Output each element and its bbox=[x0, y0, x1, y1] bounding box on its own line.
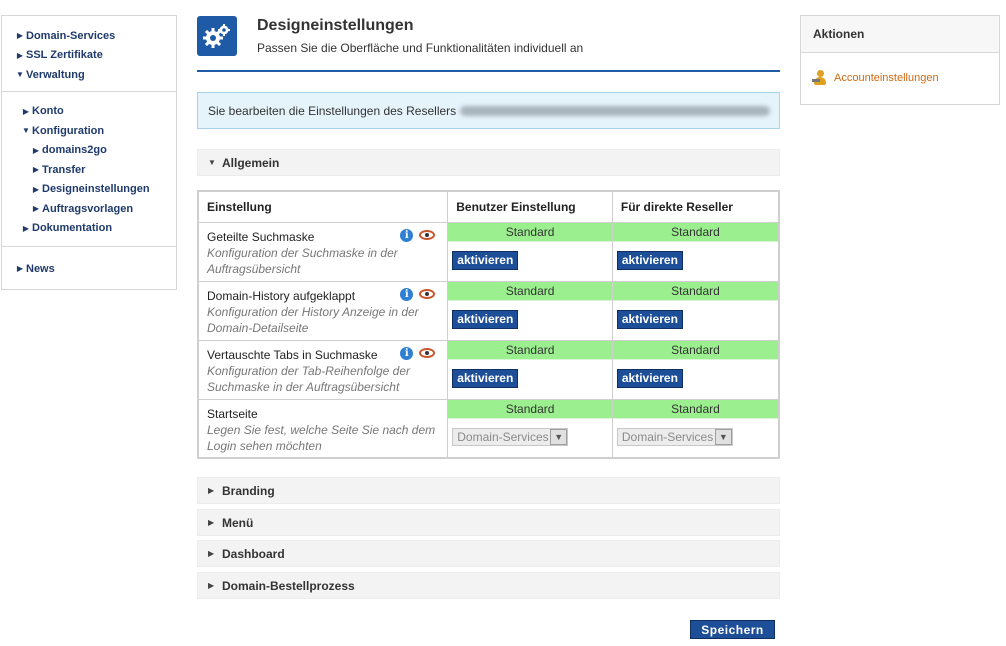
status-badge: Standard bbox=[613, 400, 778, 419]
section-allgemein[interactable] bbox=[197, 149, 780, 176]
chevron-right-icon: ▶ bbox=[22, 106, 30, 116]
nav-item-designeinstellungen[interactable] bbox=[2, 180, 176, 200]
section-label: Dashboard bbox=[222, 546, 285, 561]
status-badge: Standard bbox=[613, 223, 778, 242]
setting-name: Domain-History aufgeklappt bbox=[207, 288, 356, 303]
section-label: Domain-Bestellprozess bbox=[222, 578, 355, 593]
setting-description: Legen Sie fest, welche Seite Sie nach dem Login sehen möchten bbox=[207, 422, 436, 453]
chevron-right-icon: ▶ bbox=[208, 518, 215, 527]
table-row bbox=[198, 222, 779, 281]
table-header-row bbox=[198, 191, 779, 222]
column-header: Benutzer Einstellung bbox=[448, 191, 613, 222]
nav-section-verwaltung bbox=[2, 92, 176, 248]
status-badge: Standard bbox=[613, 341, 778, 360]
activate-button[interactable]: aktivieren bbox=[452, 310, 518, 329]
chevron-down-icon: ▼ bbox=[22, 126, 30, 136]
section-bestellprozess[interactable] bbox=[197, 572, 780, 599]
activate-button[interactable]: aktivieren bbox=[617, 251, 683, 270]
nav-item-konfiguration[interactable] bbox=[2, 121, 176, 141]
nav-item-label: Designeinstellungen bbox=[42, 183, 150, 196]
setting-description: Konfiguration der Tab-Reihenfolge der Suchmaske in der Auftragsübersicht bbox=[207, 363, 411, 394]
status-badge: Standard bbox=[448, 400, 612, 419]
nav-item-domains2go[interactable] bbox=[2, 141, 176, 161]
startpage-select[interactable] bbox=[452, 428, 568, 446]
user-setting-cell bbox=[448, 281, 613, 340]
section-menu[interactable] bbox=[197, 509, 780, 536]
chevron-right-icon: ▶ bbox=[32, 145, 40, 155]
setting-description: Konfiguration der History Anzeige in der Domain-Detailseite bbox=[207, 304, 419, 335]
info-banner bbox=[197, 92, 780, 129]
redacted-reseller-name bbox=[460, 106, 770, 116]
setting-cell bbox=[198, 399, 448, 458]
nav-item-label: Konto bbox=[32, 105, 64, 118]
gears-icon bbox=[197, 16, 237, 56]
chevron-right-icon: ▶ bbox=[208, 581, 215, 590]
reseller-setting-cell bbox=[612, 399, 779, 458]
nav-item-label: domains2go bbox=[42, 144, 107, 157]
setting-icons bbox=[400, 288, 435, 301]
user-setting-cell bbox=[448, 340, 613, 399]
nav-item-label: Konfiguration bbox=[32, 124, 105, 137]
setting-icons bbox=[400, 347, 435, 360]
chevron-right-icon: ▶ bbox=[32, 165, 40, 175]
eye-icon[interactable] bbox=[419, 289, 435, 299]
setting-name: Vertauschte Tabs in Suchmaske bbox=[207, 347, 378, 362]
reseller-setting-cell bbox=[612, 340, 779, 399]
chevron-down-icon: ▼ bbox=[208, 158, 216, 167]
nav-item-dokumentation[interactable] bbox=[2, 219, 176, 239]
setting-cell bbox=[198, 222, 448, 281]
startpage-select[interactable] bbox=[617, 428, 733, 446]
select-value: Domain-Services bbox=[621, 429, 714, 444]
nav-section-news bbox=[2, 247, 176, 289]
nav-section-main bbox=[2, 16, 176, 92]
column-header: Einstellung bbox=[198, 191, 448, 222]
section-label: Allgemein bbox=[222, 155, 280, 170]
nav-item-ssl[interactable] bbox=[2, 46, 176, 66]
table-row bbox=[198, 399, 779, 458]
nav-item-transfer[interactable] bbox=[2, 160, 176, 180]
chevron-down-icon: ▼ bbox=[16, 70, 24, 80]
info-icon[interactable]: i bbox=[400, 288, 413, 301]
save-button[interactable]: Speichern bbox=[690, 620, 775, 639]
reseller-setting-cell bbox=[612, 222, 779, 281]
chevron-right-icon: ▶ bbox=[32, 204, 40, 214]
settings-table bbox=[197, 190, 780, 459]
chevron-right-icon: ▶ bbox=[16, 31, 24, 41]
actions-title: Aktionen bbox=[801, 16, 999, 53]
section-branding[interactable] bbox=[197, 477, 780, 504]
chevron-right-icon: ▶ bbox=[16, 264, 24, 274]
header-divider bbox=[197, 70, 780, 72]
status-badge: Standard bbox=[448, 223, 612, 242]
status-badge: Standard bbox=[448, 341, 612, 360]
chevron-right-icon: ▶ bbox=[208, 549, 215, 558]
setting-description: Konfiguration der Suchmaske in der Auftragsübersicht bbox=[207, 245, 398, 276]
user-setting-cell bbox=[448, 399, 613, 458]
setting-icons bbox=[400, 229, 435, 242]
info-icon[interactable]: i bbox=[400, 229, 413, 242]
actions-panel bbox=[800, 15, 1000, 105]
eye-icon[interactable] bbox=[419, 348, 435, 358]
chevron-down-icon: ▼ bbox=[550, 429, 567, 445]
reseller-setting-cell bbox=[612, 281, 779, 340]
nav-item-auftragsvorlagen[interactable] bbox=[2, 199, 176, 219]
page-subtitle: Passen Sie die Oberfläche und Funktionalitäten individuell an bbox=[257, 41, 584, 55]
user-key-icon bbox=[812, 70, 828, 86]
nav-item-label: SSL Zertifikate bbox=[26, 49, 103, 62]
nav-item-label: Transfer bbox=[42, 163, 86, 176]
account-settings-link[interactable] bbox=[812, 70, 999, 86]
activate-button[interactable]: aktivieren bbox=[617, 369, 683, 388]
nav-item-label: Verwaltung bbox=[26, 68, 85, 81]
nav-item-konto[interactable] bbox=[2, 102, 176, 122]
nav-item-label: Auftragsvorlagen bbox=[42, 202, 134, 215]
eye-icon[interactable] bbox=[419, 230, 435, 240]
sidebar-nav bbox=[1, 15, 177, 290]
setting-name: Geteilte Suchmaske bbox=[207, 229, 315, 244]
chevron-right-icon: ▶ bbox=[32, 184, 40, 194]
nav-item-label: News bbox=[26, 262, 55, 275]
setting-cell bbox=[198, 281, 448, 340]
nav-item-label: Domain-Services bbox=[26, 29, 116, 42]
page-title: Designeinstellungen bbox=[257, 17, 414, 34]
chevron-right-icon: ▶ bbox=[16, 50, 24, 60]
chevron-right-icon: ▶ bbox=[22, 223, 30, 233]
activate-button[interactable]: aktivieren bbox=[617, 310, 683, 329]
chevron-down-icon: ▼ bbox=[715, 429, 732, 445]
status-badge: Standard bbox=[448, 282, 612, 301]
chevron-right-icon: ▶ bbox=[208, 486, 215, 495]
nav-item-news[interactable] bbox=[2, 259, 176, 279]
select-value: Domain-Services bbox=[457, 429, 549, 444]
section-label: Branding bbox=[222, 483, 275, 498]
column-header: Für direkte Reseller bbox=[612, 191, 779, 222]
table-row bbox=[198, 281, 779, 340]
nav-item-label: Dokumentation bbox=[32, 222, 113, 235]
account-settings-label: Accounteinstellungen bbox=[834, 72, 939, 84]
status-badge: Standard bbox=[613, 282, 778, 301]
setting-name: Startseite bbox=[207, 406, 258, 421]
table-row bbox=[198, 340, 779, 399]
nav-item-domain-services[interactable] bbox=[2, 26, 176, 46]
info-icon[interactable]: i bbox=[400, 347, 413, 360]
activate-button[interactable]: aktivieren bbox=[452, 369, 518, 388]
activate-button[interactable]: aktivieren bbox=[452, 251, 518, 270]
section-label: Menü bbox=[222, 515, 254, 530]
nav-item-verwaltung[interactable] bbox=[2, 65, 176, 85]
section-dashboard[interactable] bbox=[197, 540, 780, 567]
user-setting-cell bbox=[448, 222, 613, 281]
setting-cell bbox=[198, 340, 448, 399]
info-text: Sie bearbeiten die Einstellungen des Resellers bbox=[208, 103, 457, 118]
